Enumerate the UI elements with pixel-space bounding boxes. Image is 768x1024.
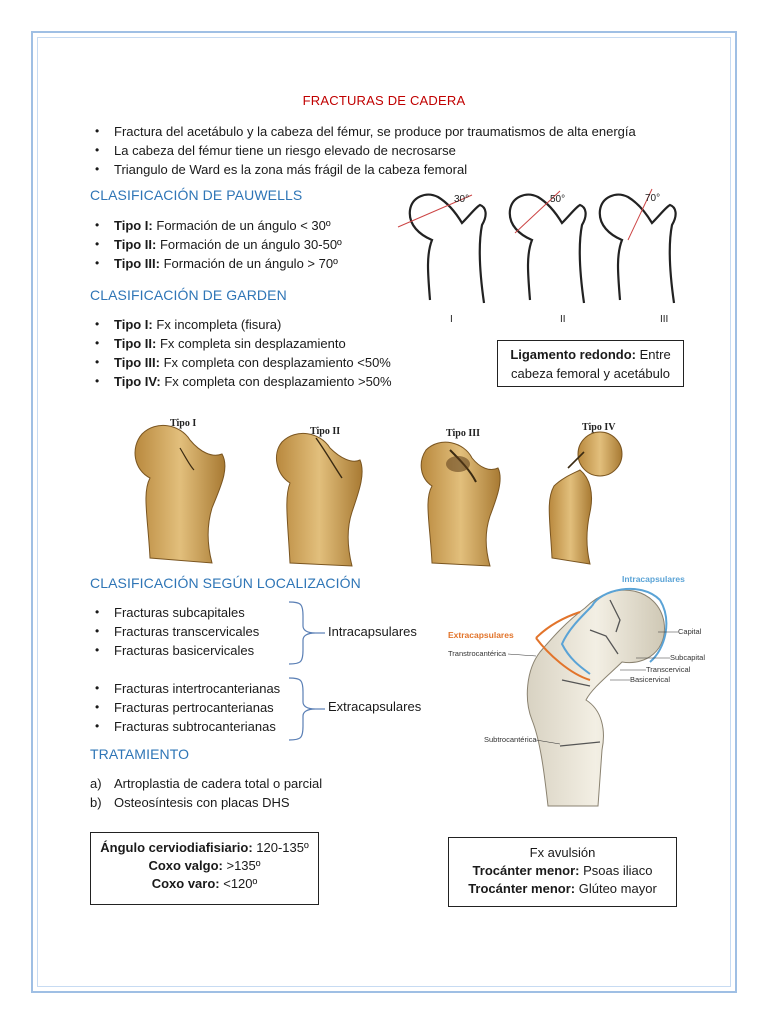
subtrocanterica-label: Subtrocantérica: [484, 735, 537, 744]
list-item: • Fracturas transcervicales: [90, 622, 259, 641]
list-item: • Tipo II: Formación de un ángulo 30-50º: [90, 235, 342, 254]
garden-list: [90, 315, 392, 391]
garden-label-4: Tipo IV: [582, 422, 616, 433]
extracapsular-brace: [285, 676, 325, 742]
garden-label-3: Tipo III: [446, 428, 481, 439]
list-item: • Tipo I: Formación de un ángulo < 30º: [90, 216, 342, 235]
basicervical-label: Basicervical: [630, 675, 671, 684]
angulo-box: Ángulo cerviodiafisiario: 120-135º Coxo valgo: >135º Coxo varo: <120º: [90, 832, 319, 905]
angle-label-1: 30°: [454, 194, 470, 205]
intracapsular-list: [90, 603, 259, 660]
list-item: • Fracturas pertrocanterianas: [90, 698, 280, 717]
list-item: • Triangulo de Ward es la zona más frágil de la cabeza femoral: [90, 160, 636, 179]
transtrocanterica-label: Transtrocantérica: [448, 649, 507, 658]
localizacion-heading: CLASIFICACIÓN SEGÚN LOCALIZACIÓN: [90, 575, 361, 591]
subcapital-label: Subcapital: [670, 653, 706, 662]
list-item: • Tipo IV: Fx completa con desplazamiento >50%: [90, 372, 392, 391]
list-item: • Tipo I: Fx incompleta (fisura): [90, 315, 392, 334]
extracapsular-label: Extracapsulares: [328, 699, 422, 714]
femur-drawing-3: [600, 189, 676, 303]
garden-label-1: Tipo I: [170, 418, 197, 429]
list-item: • La cabeza del fémur tiene un riesgo elevado de necrosarse: [90, 141, 636, 160]
angle-label-3: 70°: [645, 193, 661, 204]
femur-drawing-1: [398, 195, 486, 303]
avulsion-box: Fx avulsión Trocánter menor: Psoas iliaco Trocánter menor: Glúteo mayor: [448, 837, 677, 907]
extracapsulares-figure-label: Extracapsulares: [448, 630, 514, 640]
garden-label-2: Tipo II: [310, 426, 341, 437]
localizacion-figure: [440, 570, 710, 810]
page-title: FRACTURAS DE CADERA: [302, 93, 466, 108]
tratamiento-list: [90, 774, 322, 812]
numeral-label-1: I: [450, 314, 453, 325]
garden-bone-3: [421, 442, 500, 566]
numeral-label-2: II: [560, 314, 566, 325]
garden-bone-2: [276, 433, 362, 566]
list-item: • Tipo III: Formación de un ángulo > 70º: [90, 254, 342, 273]
tratamiento-heading: TRATAMIENTO: [90, 746, 190, 762]
list-item: • Fracturas intertrocanterianas: [90, 679, 280, 698]
list-item: • Fractura del acetábulo y la cabeza del fémur, se produce por traumatismos de alta energía: [90, 122, 636, 141]
intracapsulares-figure-label: Intracapsulares: [622, 574, 685, 584]
garden-heading: CLASIFICACIÓN DE GARDEN: [90, 287, 287, 303]
list-item: b) Osteosíntesis con placas DHS: [90, 795, 290, 810]
list-item: • Tipo III: Fx completa con desplazamiento <50%: [90, 353, 392, 372]
capital-label: Capital: [678, 627, 702, 636]
list-item: a) Artroplastia de cadera total o parcial: [90, 776, 323, 791]
garden-bone-4: [549, 432, 622, 564]
intracapsular-label: Intracapsulares: [328, 624, 417, 639]
intro-list: [90, 122, 636, 179]
garden-figure: [120, 408, 650, 568]
list-item: • Tipo II: Fx completa sin desplazamiento: [90, 334, 392, 353]
numeral-label-3: III: [660, 314, 669, 325]
intracapsular-brace: [285, 600, 325, 666]
list-item: • Fracturas subcapitales: [90, 603, 259, 622]
list-item: • Fracturas basicervicales: [90, 641, 259, 660]
garden-bone-1: [135, 425, 225, 563]
transcervical-label: Transcervical: [646, 665, 691, 674]
list-item: • Fracturas subtrocanterianas: [90, 717, 280, 736]
pauwells-heading: CLASIFICACIÓN DE PAUWELLS: [90, 187, 303, 203]
extracapsular-list: [90, 679, 280, 736]
femur-drawing-2: [510, 191, 586, 303]
pauwells-list: [90, 216, 342, 273]
ligamento-box: Ligamento redondo: Entre cabeza femoral y acetábulo: [497, 340, 684, 387]
angle-label-2: 50°: [550, 194, 566, 205]
pauwells-figure: [390, 185, 695, 325]
